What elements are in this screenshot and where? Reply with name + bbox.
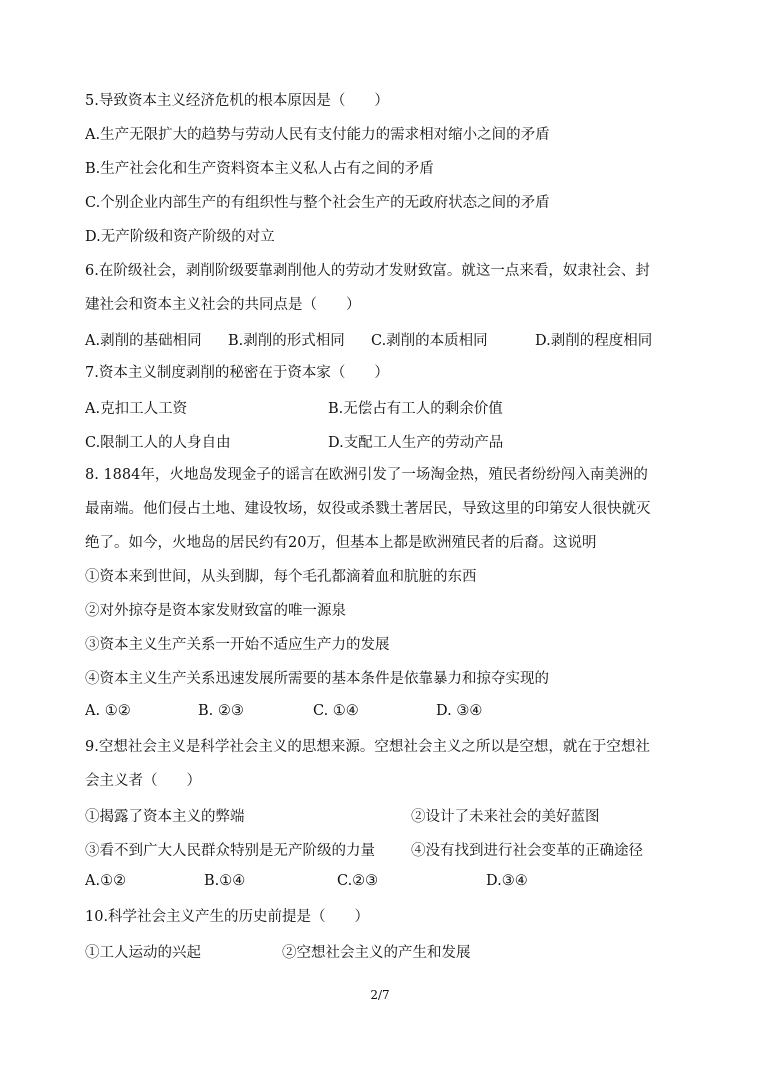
- q7-option-a: A.克扣工人工资: [85, 401, 188, 417]
- q7-option-c: C.限制工人的人身自由: [85, 435, 231, 451]
- q9-stem-line1: 9.空想社会主义是科学社会主义的思想来源。空想社会主义之所以是空想，就在于空想社: [85, 739, 650, 755]
- q8-option-a: A. ①②: [85, 703, 131, 719]
- q6-option-b: B.剥削的形式相同: [228, 333, 345, 349]
- q9-statement-4: ④没有找到进行社会变革的正确途径: [411, 843, 643, 859]
- q8-statement-4: ④资本主义生产关系迅速发展所需要的基本条件是依靠暴力和掠夺实现的: [85, 671, 549, 687]
- q8-option-d: D. ③④: [436, 703, 483, 719]
- q6-option-c: C.剥削的本质相同: [371, 333, 488, 349]
- q5-option-c: C.个别企业内部生产的有组织性与整个社会生产的无政府状态之间的矛盾: [85, 195, 550, 211]
- q6-stem-line2: 建社会和资本主义社会的共同点是（ ）: [85, 297, 361, 313]
- q7-option-b: B.无偿占有工人的剩余价值: [328, 401, 503, 417]
- q8-stem-line1: 8. 1884年，火地岛发现金子的谣言在欧洲引发了一场淘金热，殖民者纷纷闯入南美洲的: [85, 467, 648, 483]
- q9-stem-line2: 会主义者（ ）: [85, 773, 201, 789]
- q5-stem: 5.导致资本主义经济危机的根本原因是（ ）: [85, 93, 389, 109]
- q8-statement-3: ③资本主义生产关系一开始不适应生产力的发展: [85, 637, 390, 653]
- q6-stem-line1: 6.在阶级社会，剥削阶级要靠剥削他人的劳动才发财致富。就这一点来看，奴隶社会、封: [85, 263, 650, 279]
- q9-option-a: A.①②: [85, 873, 127, 889]
- q8-statement-2: ②对外掠夺是资本家发财致富的唯一源泉: [85, 603, 346, 619]
- q5-option-b: B.生产社会化和生产资料资本主义私人占有之间的矛盾: [85, 161, 434, 177]
- q8-stem-line3: 绝了。如今，火地岛的居民约有20万，但基本上都是欧洲殖民者的后裔。这说明: [85, 535, 597, 551]
- q5-option-d: D.无产阶级和资产阶级的对立: [85, 229, 275, 245]
- q9-statement-3: ③看不到广大人民群众特别是无产阶级的力量: [85, 843, 375, 859]
- q9-statement-1: ①揭露了资本主义的弊端: [85, 809, 245, 825]
- q8-option-c: C. ①④: [313, 703, 359, 719]
- q10-stem: 10.科学社会主义产生的历史前提是（ ）: [85, 909, 370, 925]
- q10-statement-1: ①工人运动的兴起: [85, 945, 201, 961]
- q5-option-a: A.生产无限扩大的趋势与劳动人民有支付能力的需求相对缩小之间的矛盾: [85, 127, 550, 143]
- q9-option-c: C.②③: [337, 873, 379, 889]
- q8-statement-1: ①资本来到世间，从头到脚，每个毛孔都滴着血和肮脏的东西: [85, 569, 477, 585]
- q7-stem: 7.资本主义制度剥削的秘密在于资本家（ ）: [85, 365, 389, 381]
- q10-statement-2: ②空想社会主义的产生和发展: [282, 945, 471, 961]
- q9-option-d: D.③④: [486, 873, 528, 889]
- q8-option-b: B. ②③: [198, 703, 244, 719]
- q9-statement-2: ②设计了未来社会的美好蓝图: [411, 809, 600, 825]
- page-number: 2/7: [370, 988, 390, 1002]
- q6-option-d: D.剥削的程度相同: [535, 333, 653, 349]
- q7-option-d: D.支配工人生产的劳动产品: [328, 435, 504, 451]
- q8-stem-line2: 最南端。他们侵占土地、建设牧场，奴役或杀戮土著居民，导致这里的印第安人很快就灭: [85, 501, 651, 517]
- q9-option-b: B.①④: [204, 873, 246, 889]
- q6-option-a: A.剥削的基础相同: [85, 333, 202, 349]
